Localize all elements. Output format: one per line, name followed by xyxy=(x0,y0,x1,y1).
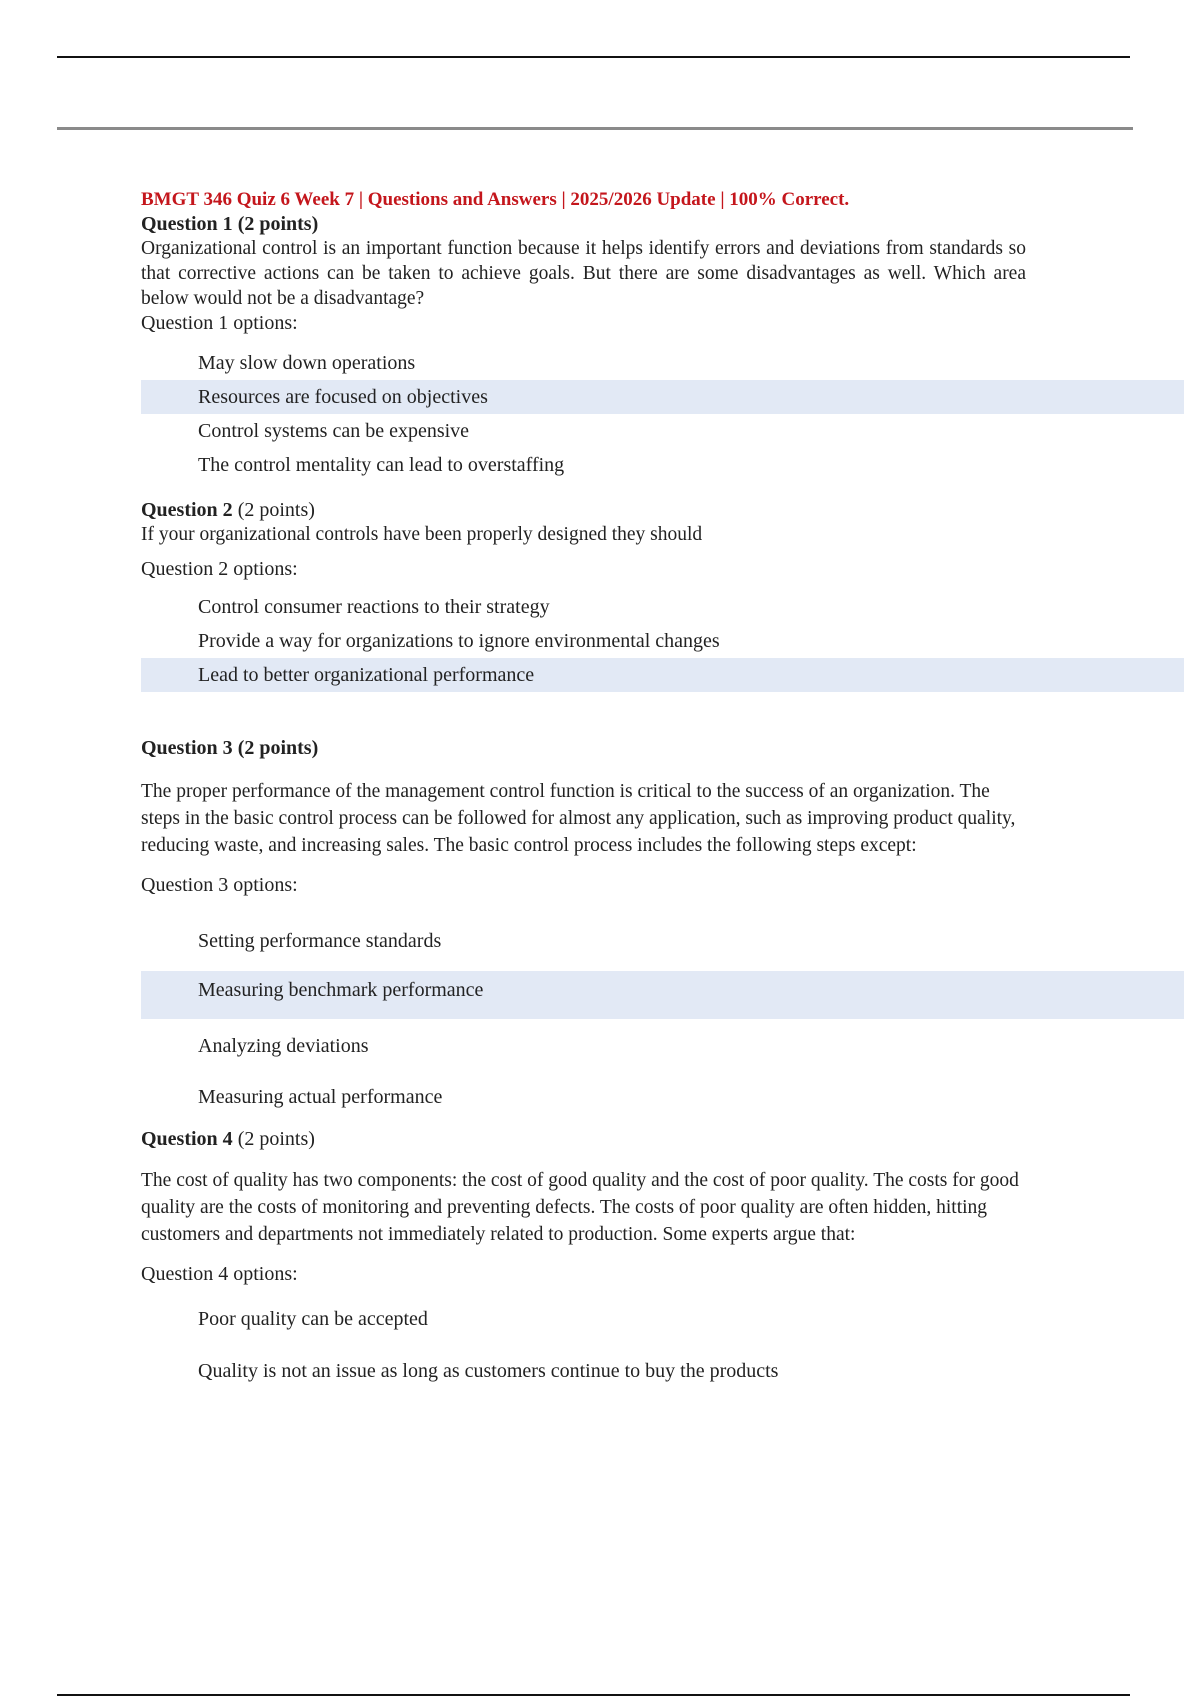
document-body xyxy=(141,188,1200,1409)
question-points: (2 points) xyxy=(237,213,319,235)
answer-option[interactable]: May slow down operations xyxy=(198,352,416,374)
question-number: Question 2 xyxy=(141,499,233,521)
question-4-text: The cost of quality has two components: the cost of good quality and the cost of poor quality. The costs for good quality are the costs of monitoring and preventing defects. The costs of poor quality are often hidden, hitting customers and departments not immediately related to production. Some experts argue that: xyxy=(141,1170,1019,1245)
question-3-options-label: Question 3 options: xyxy=(141,874,298,896)
answer-option[interactable]: Control consumer reactions to their strategy xyxy=(198,596,550,618)
question-4-options-label: Question 4 options: xyxy=(141,1263,298,1285)
answer-option[interactable]: Measuring actual performance xyxy=(198,1086,443,1108)
question-1-heading xyxy=(141,212,1200,236)
answer-option[interactable]: The control mentality can lead to overstaffing xyxy=(198,454,565,476)
question-1-text: Organizational control is an important function because it helps identify errors and deviations from standards so that corrective actions can be taken to achieve goals. But there are some disadvantages as well. Which area below would not be a disadvantage? xyxy=(141,238,1026,309)
question-2-text: If your organizational controls have been properly designed they should xyxy=(141,524,703,545)
top-rule xyxy=(57,56,1130,58)
question-points: (2 points) xyxy=(237,1128,315,1150)
answer-option-correct[interactable]: Measuring benchmark performance xyxy=(141,971,1184,1019)
question-2-options xyxy=(141,590,1200,692)
question-3-heading xyxy=(141,736,1200,760)
question-number: Question 3 xyxy=(141,737,233,759)
question-3-options xyxy=(141,916,1200,1123)
bottom-rule xyxy=(57,1694,1130,1696)
question-3-text: The proper performance of the management control function is critical to the success of an organization. The steps in the basic control process can be followed for almost any application, such as improving product quality, reducing waste, and increasing sales. The basic control process includes the following steps except: xyxy=(141,781,1016,856)
question-number: Question 4 xyxy=(141,1128,233,1150)
answer-option[interactable]: Analyzing deviations xyxy=(198,1035,369,1057)
answer-option[interactable]: Provide a way for organizations to ignore environmental changes xyxy=(198,630,720,652)
question-points: (2 points) xyxy=(237,737,319,759)
question-points: (2 points) xyxy=(237,499,315,521)
question-2-options-label: Question 2 options: xyxy=(141,558,298,580)
answer-option-correct[interactable]: Resources are focused on objectives xyxy=(141,380,1184,414)
answer-option[interactable]: Setting performance standards xyxy=(198,930,442,952)
answer-option-correct[interactable]: Lead to better organizational performance xyxy=(141,658,1184,692)
document-title: BMGT 346 Quiz 6 Week 7 | Questions and Answers | 2025/2026 Update | 100% Correct. xyxy=(141,189,850,210)
question-4-heading xyxy=(141,1127,1200,1151)
question-2-heading xyxy=(141,498,1200,522)
answer-option[interactable]: Quality is not an issue as long as customers continue to buy the products xyxy=(198,1360,779,1382)
question-number: Question 1 xyxy=(141,213,233,235)
answer-option[interactable]: Poor quality can be accepted xyxy=(198,1308,428,1330)
answer-option[interactable]: Control systems can be expensive xyxy=(198,420,470,442)
header-divider xyxy=(57,127,1133,130)
question-1-options-label: Question 1 options: xyxy=(141,312,298,334)
question-1-options xyxy=(141,346,1200,482)
question-4-options xyxy=(141,1305,1200,1409)
